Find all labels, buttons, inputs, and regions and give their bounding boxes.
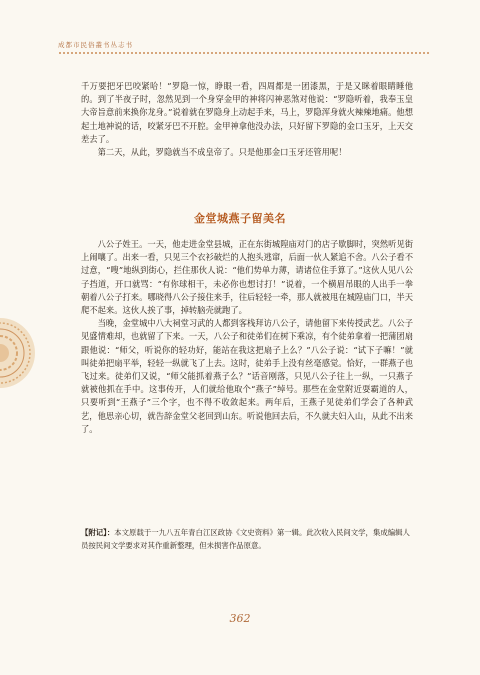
series-header: 成都市民俗叢书丛志书 — [58, 41, 133, 49]
section1-paragraph: 第二天，从此，罗隐就当不成皇帝了。只是他那金口玉牙还管用呢！ — [97, 147, 347, 158]
page-number: 362 — [229, 612, 251, 625]
section-title: 金堂城燕子留美名 — [194, 212, 286, 225]
section2-body — [81, 238, 413, 436]
header-dot-rule — [58, 52, 430, 54]
note-label: 【附记】： — [81, 528, 115, 537]
decorative-seal-icon — [0, 315, 38, 391]
section1-paragraph: 千万要把牙巴咬紧哈！”罗隐一惊，睁眼一看，四周都是一团漆黑，于是又眯着眼睛睡他的。到了半夜子时，忽然见到一个身穿金甲的神将闪神恶煞对他说：“罗隐听着，我奉玉皇大帝旨意前来换你龙身。”说着就在罗隐身上动起手来，马上，罗隐浑身就火辣辣地痛。他想起土地神说的话，咬紧牙巴不开腔。金甲神拿他没办法，只好留下罗隐的金口玉牙，上天交差去了。 — [81, 81, 413, 144]
appendix-note — [81, 526, 415, 552]
section1-body — [81, 80, 413, 159]
section2-paragraph: 八公子姓王。一天，他走进金堂县城，正在东街城隍庙对门的店子歇脚时，突然听见街上闹嚷了。出来一看，只见三个衣衫破烂的人抱头逃窜，后面一伙人紧追不舍。八公子看不过意，“嗖”地纵到街心，拦住那伙人说：“他们势单力薄，请诸位住手算了。”这伙人见八公子挡道，开口就骂：“有你球相干，未必你也想讨打！”说着，一个横眉吊眼的人出手一拳朝着八公子打来。哪晓得八公子接住来手，往后轻轻一牵，那人就被甩在城隍庙门口，半天爬不起来。这伙人挨了事，掉转脑壳就跑了。 — [81, 239, 413, 316]
section2-paragraph: 当晚，金堂城中八大祠堂习武的人都到客栈拜访八公子，请他留下来传授武艺。八公子见盛情难却，也就留了下来。一天，八公子和徒弟们在树下乘凉，有个徒弟拿着一把蒲团扇跟他说：“师父，听说你的轻功好，能站在我这把扇子上么？”八公子说：“试下子嘛！”就叫徒弟把扇平举，轻轻一纵就飞了上去。这时，徒弟手上没有丝毫感觉。恰好，一群燕子也飞过来。徒弟们又说，“师父能抓着燕子么？”话音刚落，只见八公子往上一纵，一只燕子就被他抓在手中。这事传开，人们就给他取个“燕子”绰号。那些在金堂附近耍霸道的人，只要听到“王燕子”三个字，也不得不收敛起来。两年后，王燕子见徒弟们学会了各种武艺，他思亲心切，就告辞金堂父老回到山东。听说他回去后，不久就夫妇入山，从此不出来了。 — [81, 318, 413, 434]
note-text: 本文原载于一九八五年青白江区政协《文史资料》第一辑。此次收入民间文学，集成编辑人员按民间文学要求对其作重新整理，但未损害作品原意。 — [81, 528, 410, 550]
